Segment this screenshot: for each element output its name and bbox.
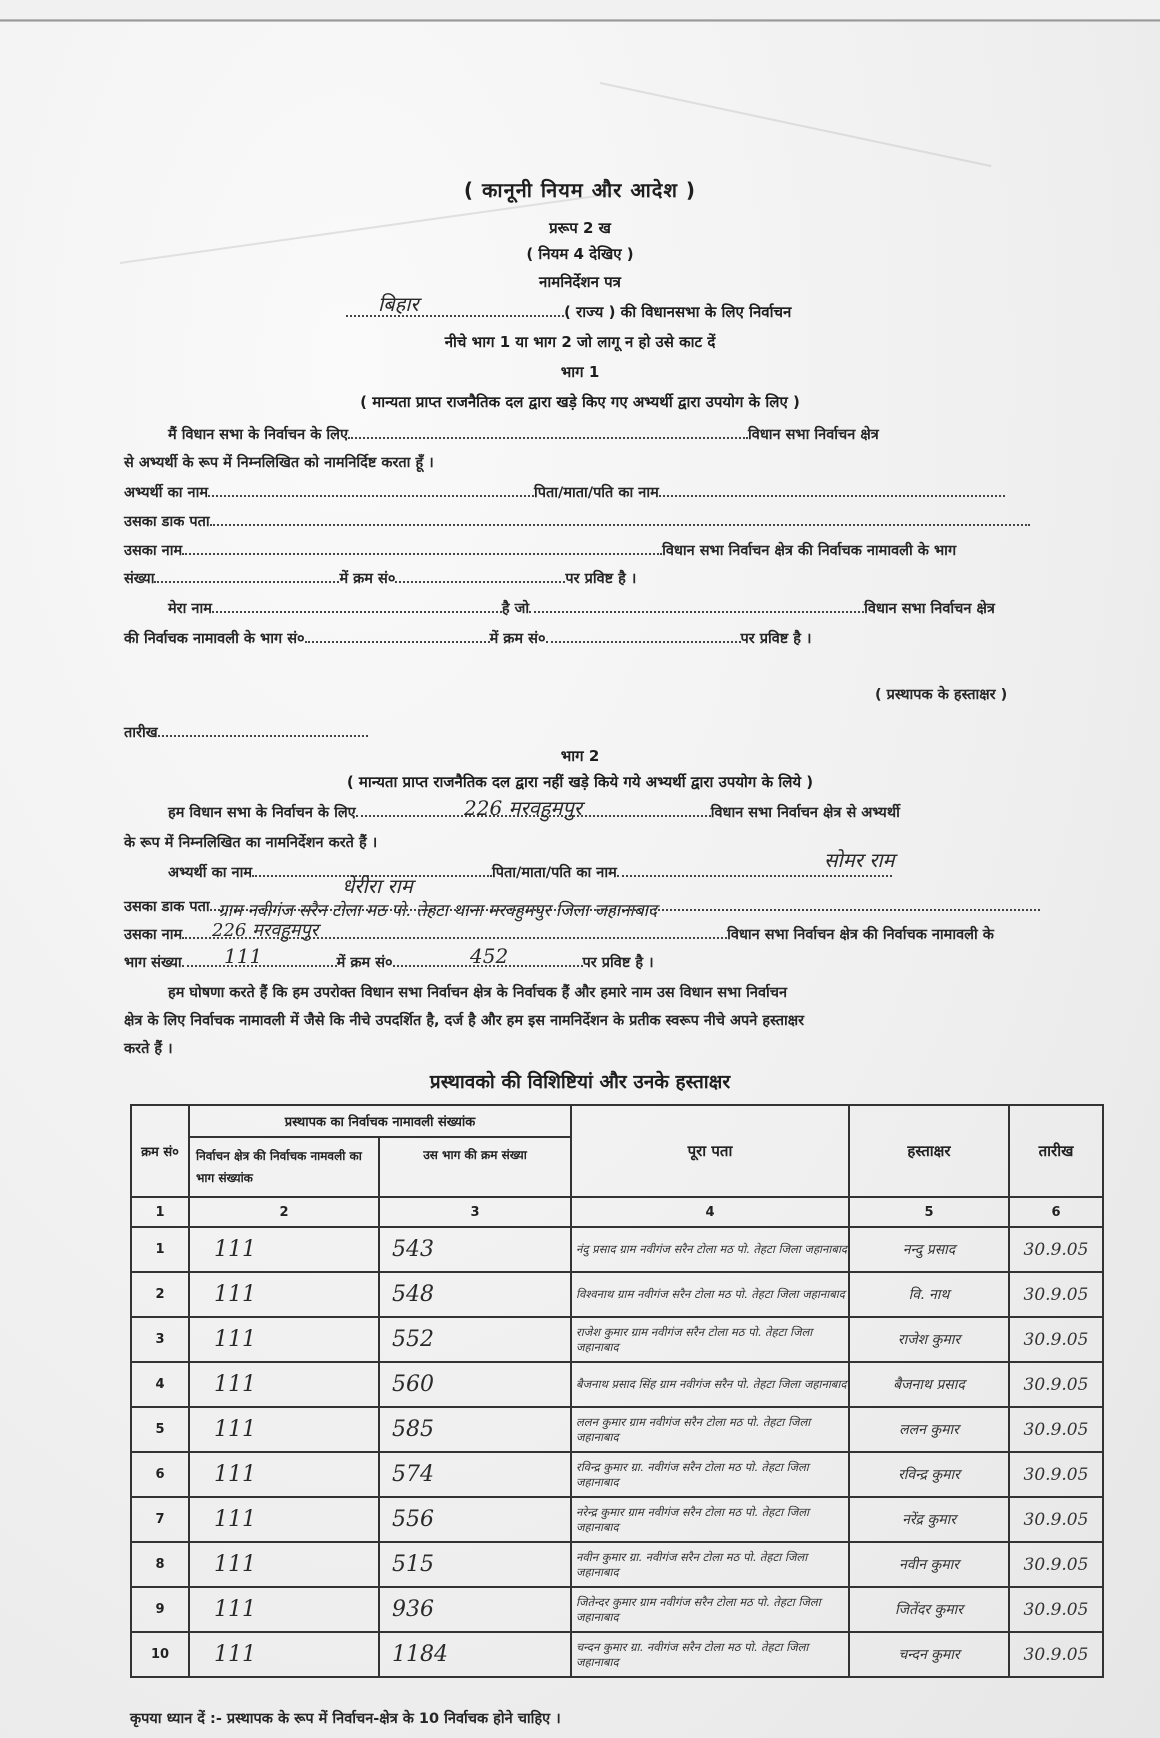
label: विधान सभा निर्वाचन क्षेत्र की निर्वाचक नामावली के भाग (662, 543, 957, 559)
sr-cell: 7 (131, 1497, 189, 1542)
part-cell: 111 (189, 1452, 379, 1497)
address-cell: नंदु प्रसाद ग्राम नवीगंज सरैन टोला मठ पो. तेहटा जिला जहानाबाद (571, 1227, 849, 1272)
part2-subheading: ( मान्यता प्राप्त राजनैतिक दल द्वारा नहीं खड़े किये गये अभ्यर्थी द्वारा उपयोग के लिये ) (346, 773, 814, 791)
label: तारीख (124, 725, 158, 741)
address-cell: राजेश कुमार ग्राम नवीगंज सरैन टोला मठ पो. तेहटा जिला जहानाबाद (571, 1317, 849, 1362)
label: विधान सभा निर्वाचन क्षेत्र (864, 601, 995, 617)
table-row (131, 1542, 1103, 1587)
label: की निर्वाचक नामावली के भाग सं० (124, 631, 305, 647)
part-cell: 111 (189, 1362, 379, 1407)
part1-serial-field[interactable] (395, 569, 565, 583)
part2-candidate-row (168, 862, 892, 882)
serial-cell: 574 (379, 1452, 571, 1497)
part1-part-number-field[interactable] (154, 569, 339, 583)
part1-address-field[interactable] (210, 512, 1030, 526)
serial-cell: 936 (379, 1587, 571, 1632)
serial-cell: 560 (379, 1362, 571, 1407)
part1-address-row (124, 511, 1030, 531)
part1-signature-label: ( प्रस्थापक के हस्ताक्षर ) (875, 687, 1008, 703)
part1-proposer-row (168, 598, 995, 618)
label: विधान सभा निर्वाचन क्षेत्र से अभ्यर्थी (710, 805, 900, 821)
declaration-line2: क्षेत्र के लिए निर्वाचक नामावली में जैसे कि नीचे उपदर्शित है, दर्ज है और हम इस नामनिर्देशन के प्रतीक स्वरूप नीचे अपने हस्ताक्षर (124, 1013, 805, 1029)
part-cell: 111 (189, 1317, 379, 1362)
handwritten-state: बिहार (378, 292, 419, 316)
signature-cell: रविन्द्र कुमार (849, 1452, 1009, 1497)
signature-cell: चन्दन कुमार (849, 1632, 1009, 1677)
label: उसका डाक पता (124, 514, 210, 530)
label: पिता/माता/पति का नाम (534, 485, 659, 501)
table-row (131, 1362, 1103, 1407)
header-address: पूरा पता (571, 1105, 849, 1197)
date-cell: 30.9.05 (1009, 1542, 1103, 1587)
col-num: 2 (189, 1197, 379, 1227)
part1-heading: भाग 1 (560, 363, 600, 381)
part1-roll-row (124, 628, 812, 648)
label: पर प्रविष्ट है । (565, 571, 637, 587)
handwritten-part-number: 111 (224, 944, 263, 968)
handwritten-candidate-name: धेरीरा राम (342, 874, 413, 898)
signature-cell: नन्दु प्रसाद (849, 1227, 1009, 1272)
header-roll-group: प्रस्थापक का निर्वाचक नामावली संख्यांक (189, 1105, 571, 1137)
table-row (131, 1407, 1103, 1452)
part1-line2: से अभ्यर्थी के रूप में निम्नलिखित को नामनिर्दिष्ट करता हूँ । (124, 455, 434, 471)
header-date: तारीख (1009, 1105, 1103, 1197)
part1-candidate-name-field[interactable] (208, 483, 534, 497)
label: उसका नाम (124, 927, 183, 943)
table-row (131, 1452, 1103, 1497)
label: मेरा नाम (168, 601, 212, 617)
serial-cell: 1184 (379, 1632, 571, 1677)
label: उसका डाक पता (124, 899, 210, 915)
col-num: 3 (379, 1197, 571, 1227)
signature-cell: जितेंदर कुमार (849, 1587, 1009, 1632)
label: अभ्यर्थी का नाम (124, 485, 209, 501)
sr-cell: 4 (131, 1362, 189, 1407)
address-cell: जितेन्दर कुमार ग्राम नवीगंज सरैन टोला मठ पो. तेहटा जिला जहानाबाद (571, 1587, 849, 1632)
header-serial-in-part: उस भाग की क्रम संख्या (379, 1137, 571, 1197)
text: मैं विधान सभा के निर्वाचन के लिए (168, 427, 349, 443)
label: संख्या (124, 571, 155, 587)
handwritten-constituency: 226 मरवहुमपुर (464, 796, 582, 820)
signature-cell: ललन कुमार (849, 1407, 1009, 1452)
serial-cell: 548 (379, 1272, 571, 1317)
date-cell: 30.9.05 (1009, 1497, 1103, 1542)
part1-my-serial-field[interactable] (546, 629, 741, 643)
part2-line2: के रूप में निम्नलिखित का नामनिर्देशन करते हैं । (124, 835, 378, 851)
part1-my-name-field[interactable] (212, 599, 502, 613)
address-cell: चन्दन कुमार ग्रा. नवीगंज सरैन टोला मठ पो. तेहटा जिला जहानाबाद (571, 1632, 849, 1677)
part2-heading: भाग 2 (560, 747, 600, 765)
table-row (131, 1587, 1103, 1632)
part-cell: 111 (189, 1542, 379, 1587)
part1-constituency-field[interactable] (348, 425, 748, 439)
sr-cell: 9 (131, 1587, 189, 1632)
sr-cell: 2 (131, 1272, 189, 1317)
proposers-title: प्रस्थावको की विशिष्टियां और उनके हस्ताक्षर (429, 1071, 731, 1093)
label: पिता/माता/पति का नाम (492, 865, 617, 881)
part-cell: 111 (189, 1407, 379, 1452)
sr-cell: 3 (131, 1317, 189, 1362)
label: है जो (501, 601, 530, 617)
handwritten-address: ग्राम नवीगंज सरैन टोला मठ पो. तेहटा थाना मरवहुमपुर जिला जहानाबाद (218, 901, 658, 921)
address-cell: नवीन कुमार ग्रा. नवीगंज सरैन टोला मठ पो. तेहटा जिला जहानाबाद (571, 1542, 849, 1587)
label: विधान सभा निर्वाचन क्षेत्र की निर्वाचक नामावली के (727, 927, 994, 943)
sr-cell: 5 (131, 1407, 189, 1452)
label: उसका नाम (124, 543, 183, 559)
strike-instruction: नीचे भाग 1 या भाग 2 जो लागू न हो उसे काट दें (444, 333, 716, 351)
address-cell: ललन कुमार ग्राम नवीगंज सरैन टोला मठ पो. तेहटा जिला जहानाबाद (571, 1407, 849, 1452)
header-part-no: निर्वाचन क्षेत्र की निर्वाचक नामवली का भाग संख्यांक (189, 1137, 379, 1197)
part1-his-name-field[interactable] (182, 541, 662, 555)
part-cell: 111 (189, 1497, 379, 1542)
part1-line1 (168, 424, 879, 444)
date-cell: 30.9.05 (1009, 1587, 1103, 1632)
proposers-note: कृपया ध्यान दें :- प्रस्थापक के रूप में निर्वाचन-क्षेत्र के 10 निर्वाचक होने चाहिए । (130, 1711, 561, 1727)
label: में क्रम सं० (339, 571, 396, 587)
address-cell: बैजनाथ प्रसाद सिंह ग्राम नवीगंज सरैन पो. तेहटा जिला जहानाबाद (571, 1362, 849, 1407)
part1-my-constituency-field[interactable] (529, 599, 864, 613)
label: पर प्रविष्ट है । (740, 631, 812, 647)
sr-cell: 8 (131, 1542, 189, 1587)
sr-cell: 10 (131, 1632, 189, 1677)
address-cell: रविन्द्र कुमार ग्रा. नवीगंज सरैन टोला मठ पो. तेहटा जिला जहानाबाद (571, 1452, 849, 1497)
label: हम विधान सभा के निर्वाचन के लिए (168, 805, 356, 821)
sr-cell: 1 (131, 1227, 189, 1272)
header-signature: हस्ताक्षर (849, 1105, 1009, 1197)
handwritten-parent-name: सोमर राम (824, 848, 895, 872)
form-number: प्ररूप 2 ख (549, 219, 611, 237)
part-cell: 111 (189, 1227, 379, 1272)
part1-number-row (124, 568, 636, 588)
date-cell: 30.9.05 (1009, 1452, 1103, 1497)
serial-cell: 585 (379, 1407, 571, 1452)
address-cell: नरेन्द्र कुमार ग्राम नवीगंज सरैन टोला मठ पो. तेहटा जिला जहानाबाद (571, 1497, 849, 1542)
proposers-table (130, 1104, 1104, 1678)
date-cell: 30.9.05 (1009, 1362, 1103, 1407)
date-cell: 30.9.05 (1009, 1272, 1103, 1317)
label: भाग संख्या (124, 955, 182, 971)
table-row (131, 1497, 1103, 1542)
part1-parent-name-field[interactable] (659, 483, 1005, 497)
serial-cell: 515 (379, 1542, 571, 1587)
table-row (131, 1632, 1103, 1677)
rule-reference: ( नियम 4 देखिए ) (526, 245, 634, 263)
serial-cell: 556 (379, 1497, 571, 1542)
state-line-text: ( राज्य ) की विधानसभा के लिए निर्वाचन (564, 303, 792, 321)
date-cell: 30.9.05 (1009, 1407, 1103, 1452)
table-row (131, 1227, 1103, 1272)
address-cell: विश्वनाथ ग्राम नवीगंज सरैन टोला मठ पो. तेहटा जिला जहानाबाद (571, 1272, 849, 1317)
sr-cell: 6 (131, 1452, 189, 1497)
col-num: 6 (1009, 1197, 1103, 1227)
label: पर प्रविष्ट है । (582, 955, 654, 971)
col-num: 5 (849, 1197, 1009, 1227)
part1-candidate-row (124, 482, 1005, 502)
serial-cell: 543 (379, 1227, 571, 1272)
part-cell: 111 (189, 1272, 379, 1317)
part1-my-part-field[interactable] (305, 629, 490, 643)
date-cell: 30.9.05 (1009, 1632, 1103, 1677)
table-row (131, 1317, 1103, 1362)
date-cell: 30.9.05 (1009, 1227, 1103, 1272)
signature-cell: वि. नाथ (849, 1272, 1009, 1317)
signature-cell: नरेंद्र कुमार (849, 1497, 1009, 1542)
part-cell: 111 (189, 1632, 379, 1677)
serial-cell: 552 (379, 1317, 571, 1362)
label: अभ्यर्थी का नाम (168, 865, 253, 881)
part1-date-row (124, 722, 368, 742)
declaration-line3: करते हैं । (124, 1041, 173, 1057)
col-num: 4 (571, 1197, 849, 1227)
part1-date-field[interactable] (158, 723, 368, 737)
header-sr: क्रम सं० (131, 1105, 189, 1197)
signature-cell: बैजनाथ प्रसाद (849, 1362, 1009, 1407)
table-row (131, 1272, 1103, 1317)
signature-cell: राजेश कुमार (849, 1317, 1009, 1362)
label: में क्रम सं० (336, 955, 393, 971)
signature-cell: नवीन कुमार (849, 1542, 1009, 1587)
text: विधान सभा निर्वाचन क्षेत्र (748, 427, 879, 443)
part1-name-row (124, 540, 956, 560)
part2-number-row (124, 952, 654, 972)
label: में क्रम सं० (489, 631, 546, 647)
handwritten-his-name: 226 मरवहुमपुर (212, 920, 319, 941)
col-num: 1 (131, 1197, 189, 1227)
document-name: नामनिर्देशन पत्र (539, 273, 621, 291)
column-number-row (131, 1197, 1103, 1227)
handwritten-serial-number: 452 (470, 944, 509, 968)
declaration-line1: हम घोषणा करते हैं कि हम उपरोक्त विधान सभा निर्वाचन क्षेत्र के निर्वाचक हैं और हमारे नाम उस विधान सभा निर्वाचन (168, 985, 788, 1001)
form-title: ( कानूनी नियम और आदेश ) (463, 178, 697, 202)
part1-subheading: ( मान्यता प्राप्त राजनैतिक दल द्वारा खड़े किए गए अभ्यर्थी द्वारा उपयोग के लिए ) (360, 393, 800, 411)
date-cell: 30.9.05 (1009, 1317, 1103, 1362)
part-cell: 111 (189, 1587, 379, 1632)
paper-crease (600, 82, 992, 167)
